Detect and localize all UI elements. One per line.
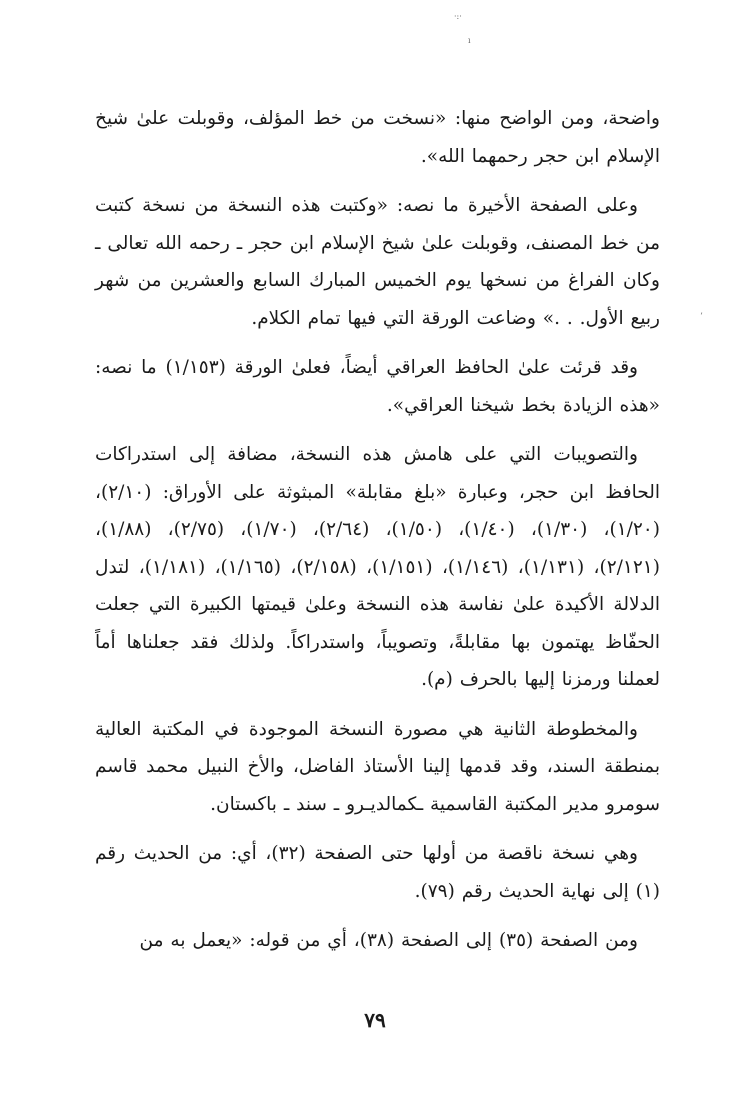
paragraph: وعلى الصفحة الأخيرة ما نصه: «وكتبت هذه النسخة من نسخة كتبت من خط المصنف، وقوبلت علىٰ شيخ الإسلام ابن حجر ـ رحمه الله تعالى ـ وكان الفراغ من نسخها يوم الخميس المبارك السابع والعشرين من شهر ربيع الأول. . .» وضاعت الورقة التي فيها تمام الكلام. (95, 195, 660, 329)
paragraph: ومن الصفحة (٣٥) إلى الصفحة (٣٨)، أي من قوله: «يعمل به من (139, 930, 638, 951)
paragraph: وهي نسخة ناقصة من أولها حتى الصفحة (٣٢)، أي: من الحديث رقم (١) إلى نهاية الحديث رقم (٧٩). (95, 843, 660, 902)
scan-speck: ʼ (700, 312, 703, 321)
paragraph: والمخطوطة الثانية هي مصورة النسخة الموجودة في المكتبة العالية بمنطقة السند، وقد قدمها إلينا الأستاذ الفاضل، والأخ النبيل محمد قاسم سومرو مدير المكتبة القاسمية ـكمالديـرو ـ سند ـ باكستان. (95, 718, 660, 815)
document-body (95, 100, 660, 972)
paragraph: واضحة، ومن الواضح منها: «نسخت من خط المؤلف، وقوبلت علىٰ شيخ الإسلام ابن حجر رحمهما الله». (95, 108, 660, 167)
paragraph: والتصويبات التي على هامش هذه النسخة، مضافة إلى استدراكات الحافظ ابن حجر، وعبارة «بلغ مقابلة» المبثوثة على الأوراق: (٢/١٠)، (١/٢٠)، (١/٣٠)، (١/٤٠)، (١/٥٠)، (٢/٦٤)، (١/٧٠)، (٢/٧٥)، (١/٨٨)، (٢/١٢١)، (١/١٣١)، (١/١٤٦)، (١/١٥١)، (٢/١٥٨)، (١/١٦٥)، (١/١٨١)، لتدل الدلالة الأكيدة علىٰ نفاسة هذه النسخة وعلىٰ قيمتها الكبيرة التي جعلت الحفّاظ يهتمون بها مقابلةً، وتصويباً، واستدراكاً. ولذلك فقد جعلناها أماً لعملنا ورمزنا إليها بالحرف (م). (95, 444, 660, 690)
page-number: ٧٩ (364, 1008, 386, 1032)
scan-speck: ı (468, 36, 471, 45)
scan-speck: ·:· (454, 12, 462, 21)
paragraph: وقد قرئت علىٰ الحافظ العراقي أيضاً، فعلىٰ الورقة (١/١٥٣) ما نصه: «هذه الزيادة بخط شيخنا العراقي». (95, 357, 660, 416)
